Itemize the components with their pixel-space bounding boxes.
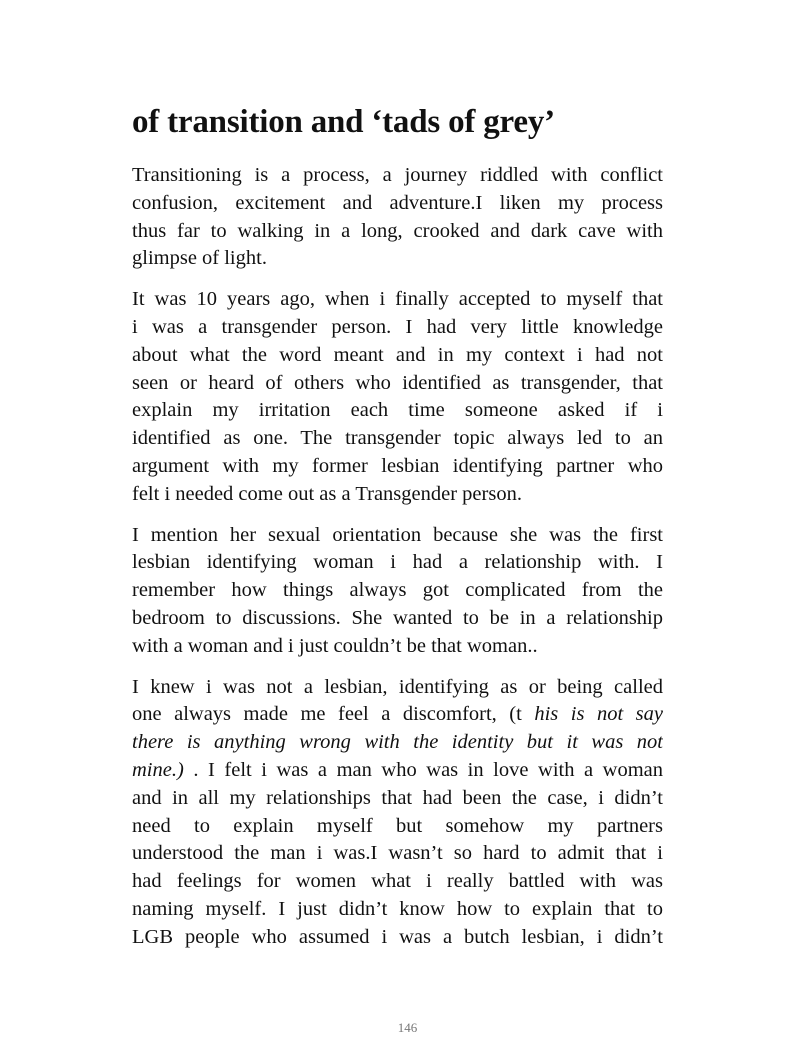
italic-run: his is not say [534,703,663,726]
paragraph-2 [132,286,663,508]
text-line: seen or heard of others who identified as transgender, that [132,371,663,394]
text-line: felt i needed come out as a Transgender person. [132,482,522,505]
text-line: naming myself. I just didn’t know how to explain that to [132,897,663,920]
paragraph-1 [132,162,663,273]
text-line [132,701,663,729]
text-line: with a woman and i just couldn’t be that woman.. [132,634,538,657]
text-line: LGB people who assumed i was a butch lesbian, i didn’t [132,925,663,948]
italic-line: there is anything wrong with the identity but it was not [132,731,663,754]
page-number: 146 [397,1020,418,1035]
text-line: i was a transgender person. I had very little knowledge [132,315,663,338]
paragraph-3 [132,522,663,661]
text-line: Transitioning is a process, a journey riddled with conflict [132,164,663,186]
text-line: need to explain myself but somehow my partners [132,814,663,837]
italic-run: mine.) [132,758,184,781]
text-line: and in all my relationships that had been the case, i didn’t [132,786,663,809]
text-line: glimpse of light. [132,247,267,270]
text-run: . I felt i was a man who was in love with a woman [193,758,663,781]
text-line: I mention her sexual orientation because she was the first [132,523,663,546]
text-line: explain my irritation each time someone asked if i [132,399,663,422]
page-body [132,100,663,965]
text-line: understood the man i was.I wasn’t so hard to admit that i [132,842,663,865]
text-line: I knew i was not a lesbian, identifying as or being called [132,675,663,698]
text-line [132,757,663,785]
text-line: lesbian identifying woman i had a relationship with. I [132,551,663,574]
paragraph-4 [132,674,663,952]
text-run: one always made me feel a discomfort, (t [132,703,522,726]
text-line: thus far to walking in a long, crooked and dark cave with [132,219,663,242]
chapter-title: of transition and ‘tads of grey’ [132,104,555,140]
text-line: confusion, excitement and adventure.I liken my process [132,191,663,214]
text-line: remember how things always got complicated from the [132,579,663,602]
text-line: argument with my former lesbian identifying partner who [132,454,663,477]
text-line: had feelings for women what i really battled with was [132,870,663,893]
text-line: about what the word meant and in my context i had not [132,343,663,366]
text-line: bedroom to discussions. She wanted to be in a relationship [132,606,663,629]
text-line: It was 10 years ago, when i finally accepted to myself that [132,288,663,311]
text-line: identified as one. The transgender topic always led to an [132,427,663,450]
